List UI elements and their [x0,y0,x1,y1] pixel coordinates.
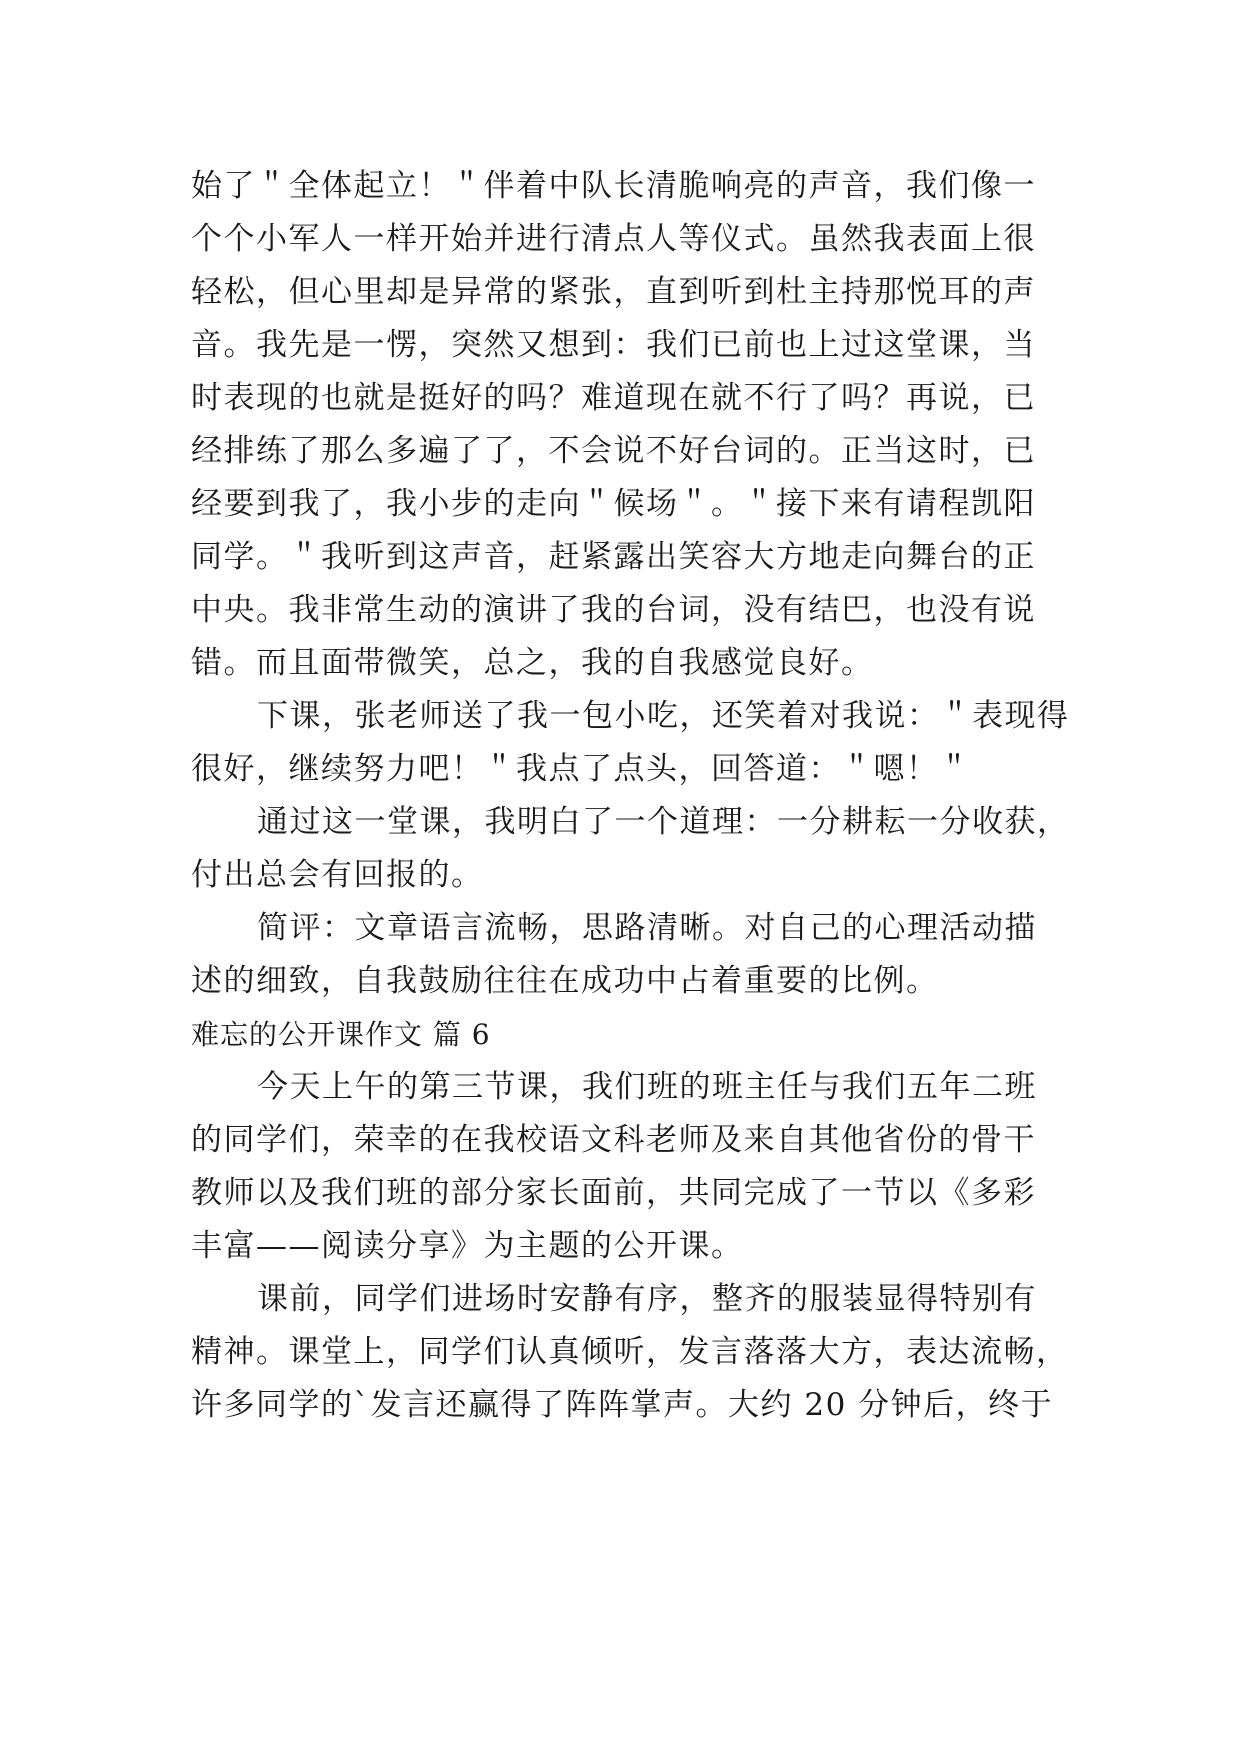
text-line: 付出总会有回报的。 [191,857,484,893]
text-line: 简评：文章语言流畅，思路清晰。对自己的心理活动描 [257,910,1037,946]
document-page [191,160,1070,1432]
text-line: 许多同学的`发言还赢得了阵阵掌声。大约 20 分钟后，终于 [191,1387,1054,1423]
text-line: 音。我先是一愣，突然又想到：我们已前也上过这堂课，当 [191,327,1036,363]
text-line: 课前，同学们进场时安静有序，整齐的服装显得特别有 [257,1281,1037,1317]
text-line: 通过这一堂课，我明白了一个道理：一分耕耘一分收获， [257,804,1070,840]
text-line: 经排练了那么多遍了了，不会说不好台词的。正当这时，已 [191,433,1036,469]
text-line: 错。而且面带微笑，总之，我的自我感觉良好。 [191,645,874,681]
text-line: 述的细致，自我鼓励往往在成功中占着重要的比例。 [191,963,939,999]
text-line: 经要到我了，我小步的走向＂候场＂。＂接下来有请程凯阳 [191,486,1036,522]
text-line: 同学。＂我听到这声音，赶紧露出笑容大方地走向舞台的正 [191,539,1036,575]
text-line: 轻松，但心里却是异常的紧张，直到听到杜主持那悦耳的声 [191,274,1036,310]
text-line: 教师以及我们班的部分家长面前，共同完成了一节以《多彩 [191,1175,1036,1211]
text-line: 的同学们，荣幸的在我校语文科老师及来自其他省份的骨干 [191,1122,1036,1158]
text-line: 始了＂全体起立！＂伴着中队长清脆响亮的声音，我们像一 [191,168,1036,204]
text-line: 精神。课堂上，同学们认真倾听，发言落落大方，表达流畅， [191,1334,1069,1370]
text-line: 时表现的也就是挺好的吗？难道现在就不行了吗？再说，已 [191,380,1036,416]
text-line: 今天上午的第三节课，我们班的班主任与我们五年二班 [257,1069,1037,1105]
section-heading: 难忘的公开课作文 篇 6 [191,1018,491,1051]
text-line: 个个小军人一样开始并进行清点人等仪式。虽然我表面上很 [191,221,1036,257]
text-line: 很好，继续努力吧！＂我点了点头，回答道：＂嗯！＂ [191,751,971,787]
text-line: 丰富——阅读分享》为主题的公开课。 [191,1228,744,1264]
text-line: 中央。我非常生动的演讲了我的台词，没有结巴，也没有说 [191,592,1036,628]
text-line: 下课，张老师送了我一包小吃，还笑着对我说：＂表现得 [257,698,1070,734]
